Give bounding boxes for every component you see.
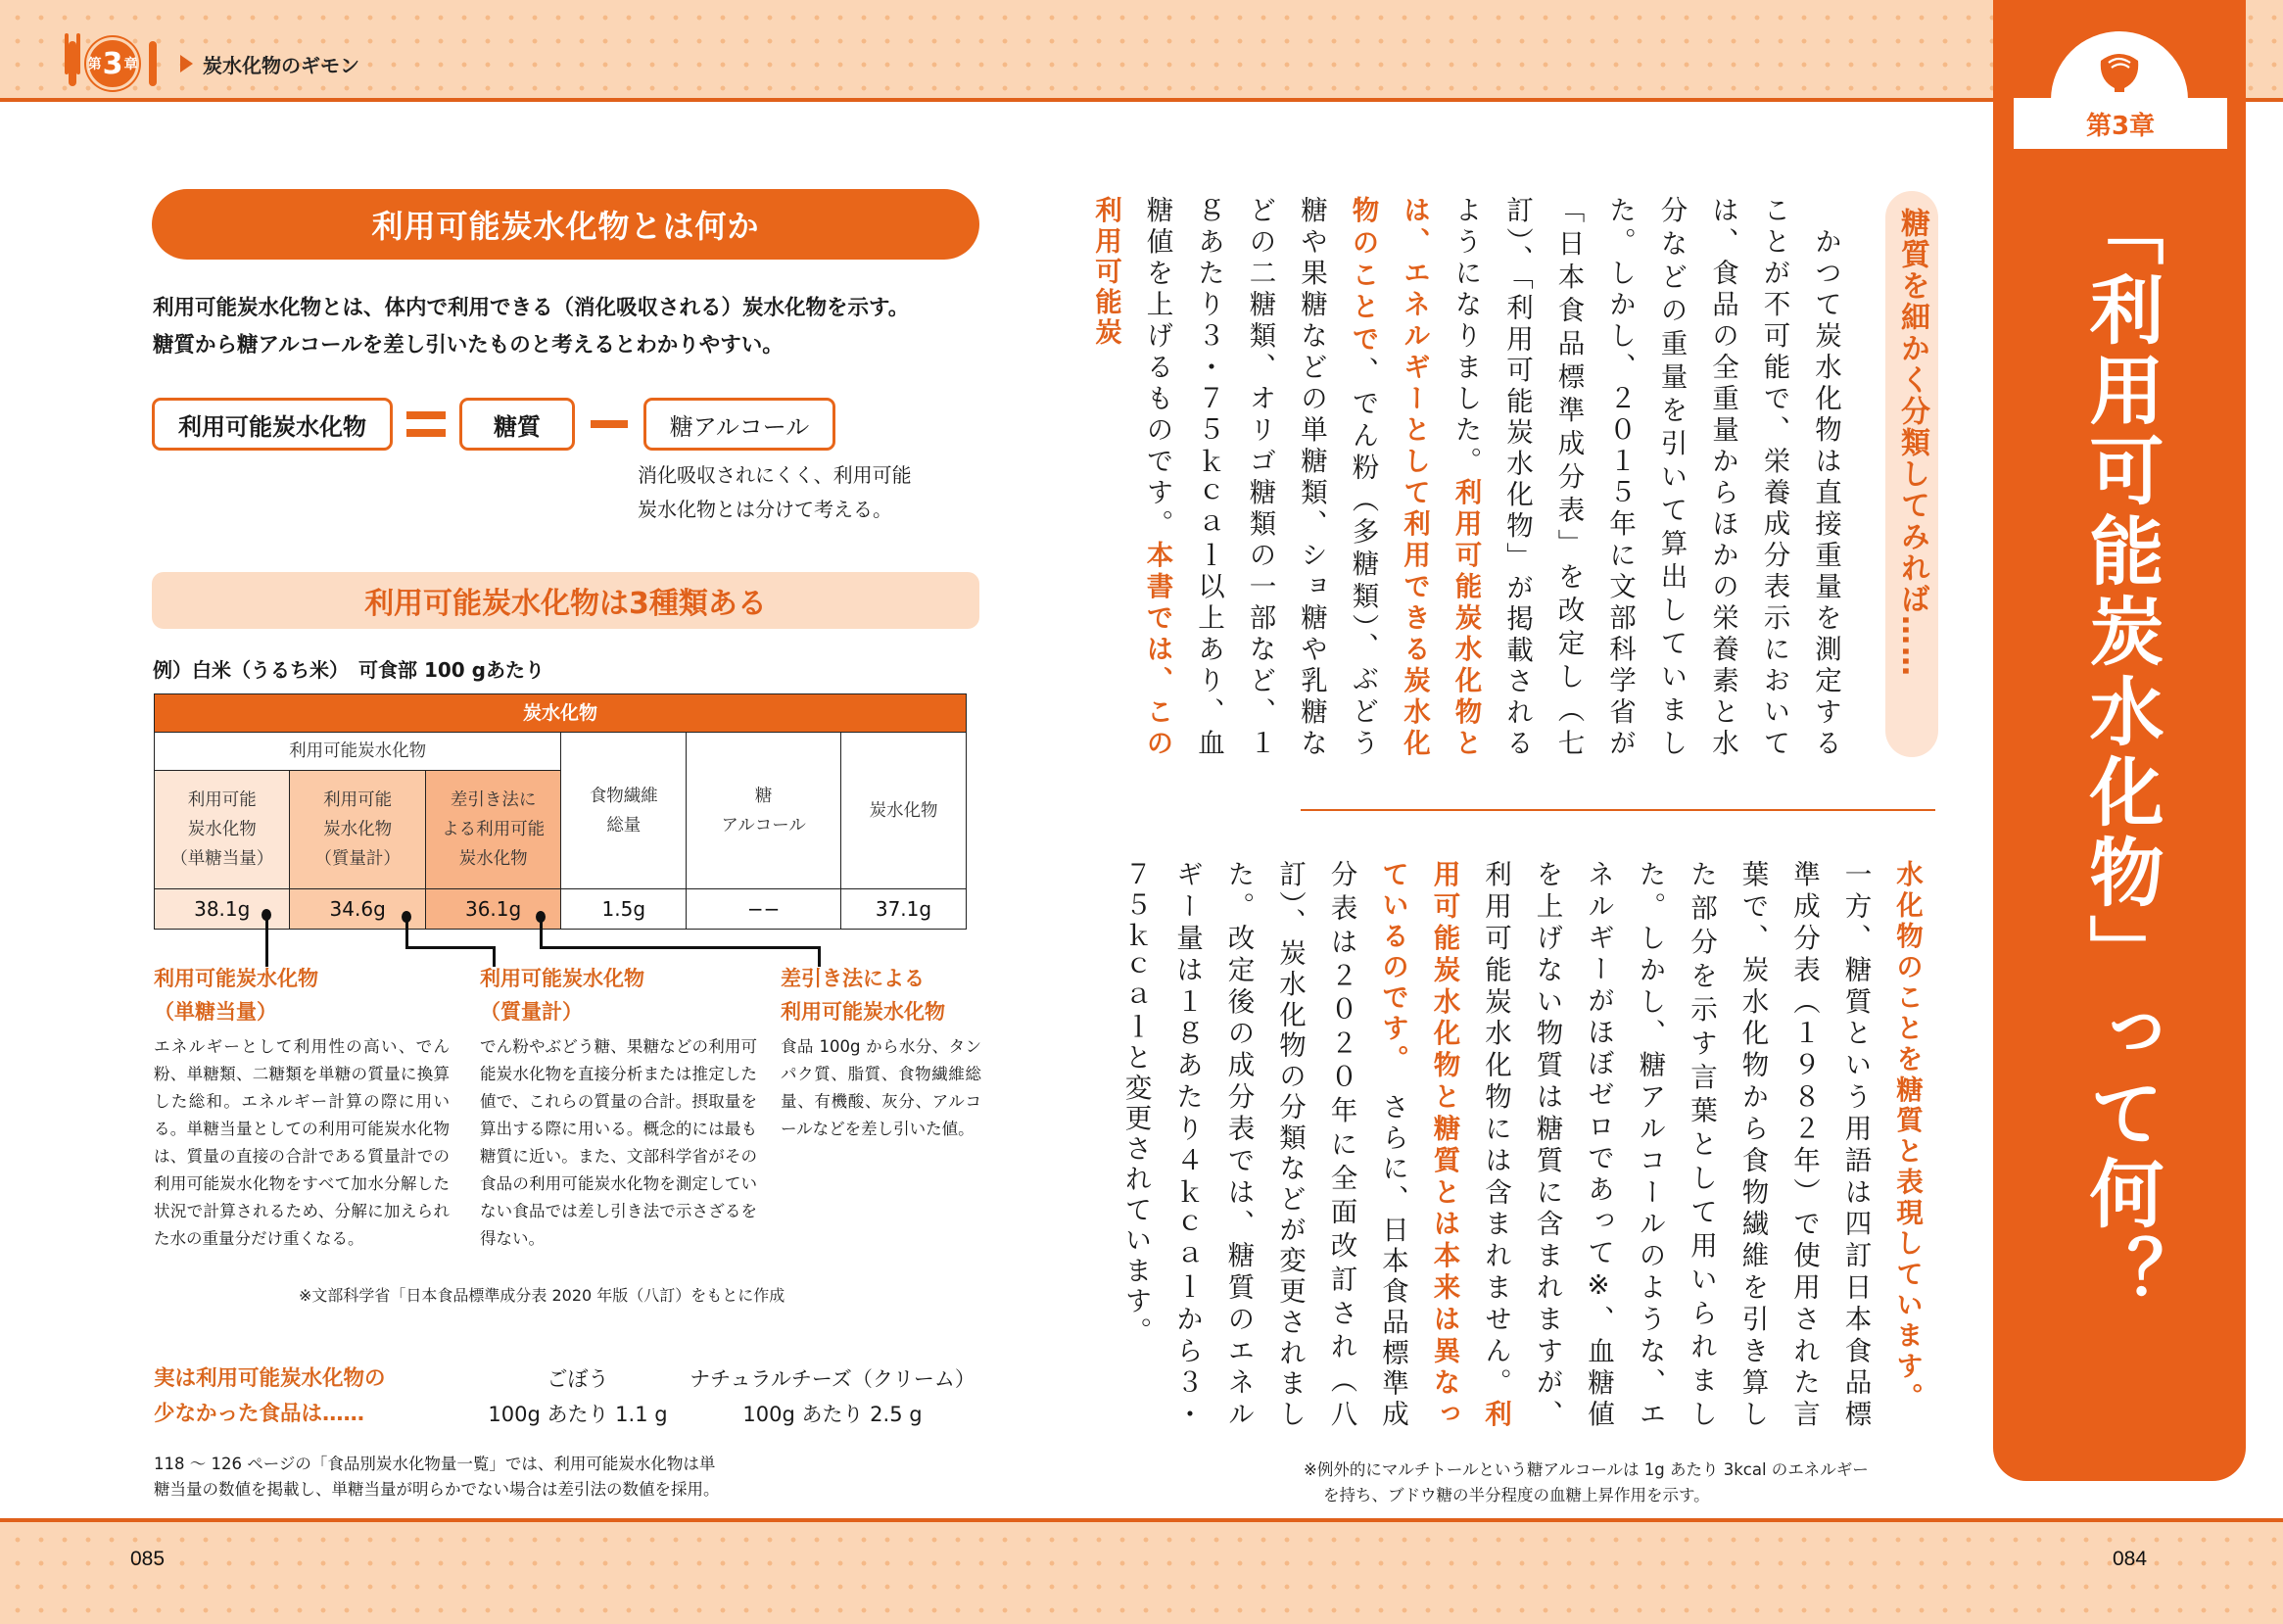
knife-icon (149, 41, 157, 86)
formula (152, 398, 835, 451)
annotation-title-line: 利用可能炭水化物 (154, 967, 318, 990)
col-label-line: アルコール (721, 815, 806, 836)
table-cell: −− (687, 889, 841, 930)
col-label-line: 炭水化物 (323, 820, 393, 839)
source-note: ※文部科学省「日本食品標準成分表 2020 年版（八訂）をもとに作成 (299, 1286, 785, 1305)
table-cell: 1.5g (561, 889, 687, 930)
paragraph: かつて炭水化物は直接重量を測定することが不可能で、栄養成分表示においては、食品の全重量からほかの栄養素と水分などの重量を引いて算出していました。しかし、２０１５年に文部科学省が「日本食品標準成分表」を改定し（七訂）、「利用可能炭水化物」が掲載されるようになりました。 (1450, 196, 1841, 759)
food-item-cream-cheese (676, 1361, 989, 1432)
emphasis-text: 利用可能炭水化物とは、エネルギーとして利用できる炭水化物のことで (1347, 196, 1482, 760)
formula-note-line-1: 消化吸収されにくく、利用可能 (638, 463, 912, 487)
connector-line (405, 918, 408, 948)
low-carb-label-line: 実は利用可能炭水化物の (154, 1366, 386, 1391)
footnote-line: を持ち、ブドウ糖の半分程度の血糖上昇作用を示す。 (1323, 1486, 1710, 1505)
triangle-arrow-icon (180, 55, 193, 72)
col-label-line: 総量 (606, 815, 642, 836)
table-col-header-carbohydrate (840, 733, 966, 889)
intro-line-2: 糖質から糖アルコールを差し引いたものと考えるとわかりやすい。 (153, 333, 784, 358)
chapter-prefix: 第 (87, 57, 102, 72)
running-title: 炭水化物のギモン (203, 53, 359, 77)
intro-text (153, 290, 909, 364)
col-label-line: 食物繊維 (589, 786, 658, 806)
col-label-line: （質量計） (314, 849, 401, 869)
paragraph: 、でん粉（多糖類）、ぶどう糖や果糖などの単糖類、ショ糖や乳糖などの二糖類、オリゴ糖類の一部など、１ｇあたり３・７５ｋｃａｌ以上あり、血糖値を上げるものです。 (1141, 196, 1379, 759)
intro-line-1: 利用可能炭水化物とは、体内で利用できる（消化吸収される）炭水化物を示す。 (153, 296, 910, 320)
formula-term-sugar-alcohol: 糖アルコール (643, 398, 835, 451)
formula-term-sugar: 糖質 (459, 398, 575, 451)
chapter-title: 「利用可能炭水化物」って何？ (2077, 191, 2164, 1315)
table-col-header-difference (425, 771, 560, 889)
table-col-header-fiber (561, 733, 687, 889)
connector-line (265, 916, 268, 967)
paragraph: 一方、糖質という用語は四訂日本食品標準成分表（１９８２年）で使用された言葉で、炭水化物から食物繊維を引き算した部分を示す言葉として用いられました。しかし、糖アルコールのような、エネルギーがほぼゼロであって※、血糖値を上げない物質は糖質に含まれますが、利用可能炭水化物には含まれません。 (1480, 860, 1923, 1430)
chapter-tab (1993, 0, 2246, 1481)
annotation-title-line: （単糖当量） (154, 1000, 277, 1024)
food-item-burdock (460, 1361, 695, 1432)
annotation-title-difference (781, 962, 945, 1028)
paragraph: さらに、日本食品標準成分表は２０２０年に全面改訂され（八訂）、炭水化物の分類などが変更されました。改定後の成分表では、糖質のエネルギー量は１ｇあたり４ｋｃａｌから３・７５ｋｃａｌと変更されています。 (1119, 860, 1408, 1431)
col-label-line: 糖 (754, 786, 773, 806)
emphasis-text: 利用可能炭水化物と糖質とは本来は異なっているのです。 (1377, 860, 1511, 1430)
col-label-line: （単糖当量） (170, 849, 274, 869)
equals-icon (406, 411, 446, 437)
annotation-title-line: 利用可能炭水化物 (781, 1000, 945, 1024)
table-cell: 37.1g (840, 889, 966, 930)
chapter-label: 第3章 (2014, 98, 2227, 149)
col-label-line: よる利用可能 (442, 820, 546, 839)
food-name: ごぼう (547, 1367, 609, 1391)
chapter-medallion (86, 37, 139, 90)
bottom-note-line: 糖当量の数値を掲載し、単糖当量が明らかでない場合は差引法の数値を採用。 (154, 1480, 720, 1499)
food-amount: 100g あたり 2.5 g (742, 1403, 923, 1426)
food-name: ナチュラルチーズ（クリーム） (690, 1367, 975, 1391)
chapter-suffix: 章 (123, 57, 138, 72)
example-caption: 例）白米（うるち米） 可食部 100 gあたり (153, 658, 545, 682)
bottom-note (154, 1452, 720, 1503)
connector-line (540, 946, 821, 949)
section-divider (1301, 809, 1935, 811)
emphasis-text: 本書では、この利用可能炭 (1090, 196, 1173, 759)
annotation-title-mass (480, 962, 644, 1028)
connector-line (405, 946, 496, 949)
footnote (1304, 1457, 1869, 1508)
footnote-line: ※例外的にマルチトールという糖アルコールは 1g あたり 3kcal のエネルギー (1304, 1460, 1869, 1479)
minus-icon (591, 420, 628, 428)
formula-term-available-carbs: 利用可能炭水化物 (152, 398, 393, 451)
col-label-line: 利用可能 (187, 790, 257, 810)
low-carb-label (154, 1361, 386, 1432)
chapter-number: 3 (102, 46, 123, 81)
annotation-body-mass: でん粉やぶどう糖、果糖などの利用可能炭水化物を直接分析または推定した値で、これらの質量の合計。摂取量を算出する際に用いる。概念的には最も糖質に近い。また、文部科学省がその食品の利用可能炭水化物を測定していない食品では差し引き法で示さざるを得ない。 (480, 1037, 757, 1248)
table-row (155, 889, 967, 930)
bottom-note-line: 118 ～ 126 ページの「食品別炭水化物量一覧」では、利用可能炭水化物は単 (154, 1455, 716, 1473)
page-number-left: 085 (130, 1548, 166, 1570)
food-amount: 100g あたり 1.1 g (488, 1403, 668, 1426)
subheading-text: 糖質を細かく分類してみれば…… (1895, 208, 1929, 678)
table-cell: 38.1g (155, 889, 290, 930)
table-group-header: 利用可能炭水化物 (155, 733, 561, 771)
fork-icon (69, 41, 76, 86)
table-cell: 36.1g (425, 889, 560, 930)
rice-bowl-icon (2097, 51, 2142, 94)
section-title: 利用可能炭水化物とは何か (152, 189, 979, 260)
subsection-title: 利用可能炭水化物は3種類ある (152, 572, 979, 629)
col-label-line: 炭水化物 (458, 849, 528, 869)
annotation-title-line: 利用可能炭水化物 (480, 967, 644, 990)
table-top-header: 炭水化物 (155, 694, 967, 733)
footer-band (0, 1518, 2283, 1624)
annotation-title-line: 差引き法による (781, 967, 925, 990)
table-col-header-mass (290, 771, 425, 889)
col-label-line: 利用可能 (323, 790, 393, 810)
emphasis-text: 水化物のことを糖質と表現しています。 (1891, 860, 1923, 1400)
annotation-body-difference: 食品 100g から水分、タンパク質、脂質、食物繊維総量、有機酸、灰分、アルコールなどを差し引いた値。 (781, 1037, 981, 1138)
annotation-title-monosaccharide (154, 962, 318, 1028)
body-text-top (1090, 196, 1851, 760)
running-head (69, 39, 359, 88)
connector-line (540, 918, 543, 948)
col-label-line: 差引き法に (450, 790, 537, 810)
table-col-header-sugar-alcohol (687, 733, 841, 889)
col-label-line: 炭水化物 (869, 800, 938, 821)
annotation-body-monosaccharide: エネルギーとして利用性の高い、でん粉、単糖類、二糖類を単糖の質量に換算した総和。エネルギー計算の際に用いる。単糖当量としての利用可能炭水化物は、質量の直接の合計である質量計での利用可能炭水化物をすべて加水分解した状況で計算されるため、分解に加えられた水の重量分だけ重くなる。 (154, 1037, 450, 1248)
formula-note-line-2: 炭水化物とは分けて考える。 (638, 498, 892, 521)
low-carb-label-line: 少なかった食品は…… (154, 1402, 365, 1426)
carbohydrate-table (154, 693, 967, 930)
formula-note (638, 458, 912, 527)
table-cell: 34.6g (290, 889, 425, 930)
col-label-line: 炭水化物 (187, 820, 257, 839)
annotation-title-line: （質量計） (480, 1000, 583, 1024)
page-number-right: 084 (2113, 1548, 2148, 1570)
body-text-bottom (1119, 860, 1932, 1431)
table-col-header-monosaccharide-eq (155, 771, 290, 889)
